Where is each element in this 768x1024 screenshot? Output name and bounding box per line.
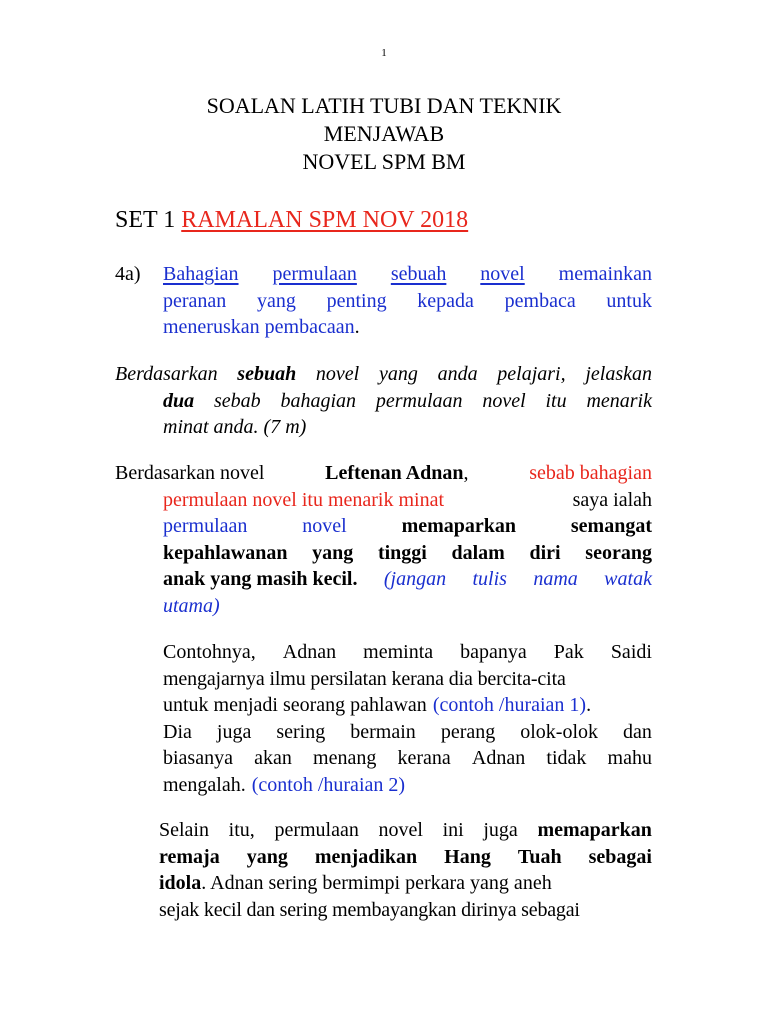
instr-word: itu [545,389,567,412]
ans-bold: diri [529,541,561,564]
set-label: SET 1 [115,207,176,233]
ans-bold: remaja [159,845,220,868]
document-title [0,92,768,176]
ex-ref: (contoh /huraian 1) [432,694,587,716]
ans-bold: yang [246,845,288,868]
instruction-line-3 [115,414,652,441]
instruction [115,361,652,441]
q-text: meneruskan pembacaan [163,316,355,338]
q-word: penting [326,289,387,312]
ans-bold: Tuah [517,845,562,868]
ex-word: Pak [553,641,584,663]
question-line-2 [163,288,652,315]
ans-word: permulaan [274,819,359,841]
example1-line-3 [163,692,652,719]
example-paragraph-1 [163,639,652,798]
q-word: sebuah [390,263,447,285]
ex-word: dan [623,720,652,743]
ans-text: . Adnan sering bermimpi perkara yang aneh [201,872,552,894]
ex-ref: (contoh /huraian 2) [251,773,406,796]
instr-word: jelaskan [585,363,652,385]
ans-bold: memaparkan [537,819,652,841]
ans-text: sejak kecil dan sering membayangkan dirinya sebagai [159,898,580,921]
ex-word: Adnan [282,641,337,663]
title-line-3: NOVEL SPM BM [302,149,466,174]
instr-word: novel [482,389,526,412]
ex-word: menang [313,747,377,769]
ans-red-text: permulaan novel itu menarik minat [163,488,445,511]
ans-bold: dalam [451,541,505,564]
ans-bold: sebagai [588,845,652,868]
answer1-line-6 [115,593,652,620]
instr-bold: dua [163,389,195,412]
set-heading [115,205,468,235]
ex-text: mengalah. [163,773,246,796]
q-word: permulaan [272,263,357,285]
instruction-line-1 [115,361,652,388]
ans-bold: seorang [585,541,652,564]
ans-note: nama [533,568,578,590]
instr-text: minat anda. (7 m) [163,416,307,438]
ex-word: bapanya [460,641,527,663]
ex-word: tidak [546,747,587,769]
example1-line-4 [163,719,652,746]
ans-text: Berdasarkan novel [115,462,265,484]
example1-line-1 [163,639,652,666]
ans-word: novel [378,819,423,841]
instr-word: menarik [586,389,652,412]
page-number: 1 [381,47,387,59]
q-period: . [354,316,360,338]
instr-word: bahagian [280,389,357,412]
novel-title: Leftenan Adnan [325,462,464,484]
answer2-line-3 [159,870,652,897]
title-line-1: SOALAN LATIH TUBI DAN TEKNIK [206,93,562,118]
q-word: Bahagian [163,263,239,285]
question-number: 4a) [115,263,141,285]
ans-word: itu, [228,819,255,841]
ex-period: . [586,694,592,716]
ex-text: untuk menjadi seorang pahlawan [163,694,427,716]
ex-word: olok-olok [520,720,599,743]
ans-word: juga [483,819,518,841]
ans-red-text: sebab bahagian [529,462,652,484]
ans-bold: kepahlawanan [163,541,288,564]
ex-word: Saidi [610,641,652,663]
example1-line-2 [163,666,652,693]
ex-word: meminta [363,641,434,663]
ex-word: kerana [397,747,451,769]
ans-word: ini [442,819,464,841]
instr-word: yang [378,363,418,385]
ans-text: saya ialah [572,488,652,511]
q-word: peranan [163,289,227,312]
ans-word: Selain [159,819,209,841]
instr-word: Berdasarkan [115,363,218,385]
ans-bold: tinggi [377,541,427,564]
instr-bold: sebuah [237,363,297,385]
q-word: untuk [606,289,652,312]
ans-comma: , [463,462,469,484]
answer1-line-5 [115,566,652,593]
ex-word: Adnan [471,747,526,769]
ex-word: Dia [163,720,192,743]
ex-text: mengajarnya ilmu persilatan kerana dia bercita-cita [163,667,566,690]
ans-note: tulis [472,568,507,590]
ex-word: sering [276,720,326,743]
ex-word: akan [254,747,292,769]
example1-line-6 [163,772,652,799]
answer2-line-4 [159,897,652,924]
q-word: memainkan [558,263,652,285]
set-forecast: RAMALAN SPM NOV 2018 [181,207,469,233]
instr-word: anda [437,363,478,385]
q-word: novel [480,263,525,285]
example1-line-5 [163,745,652,772]
answer1-line-1 [115,460,652,487]
q-word: kepada [417,289,474,312]
answer1-line-2 [115,487,652,514]
ex-word: biasanya [163,747,233,769]
ans-bold: idola [159,872,202,894]
answer2-line-1 [159,817,652,844]
instr-word: sebab [213,389,261,412]
ex-word: juga [216,720,252,743]
q-word: yang [257,289,296,312]
ans-bold: menjadikan [314,845,418,868]
ex-word: mahu [607,747,652,769]
ans-blue-text: permulaan [163,515,248,537]
instr-word: pelajari, [497,363,566,385]
question-line-1 [163,261,652,288]
ans-bold: Hang [444,845,491,868]
question-text [163,261,652,341]
answer-paragraph-2 [159,817,652,923]
instruction-line-2 [115,388,652,415]
answer1-line-3 [115,513,652,540]
answer2-line-2 [159,844,652,871]
ans-bold: semangat [570,515,652,537]
ans-note: watak [604,568,652,590]
ans-blue-text: novel [302,515,347,537]
ans-bold: yang [312,541,354,564]
answer-paragraph-1 [115,460,652,619]
instr-word: permulaan [375,389,463,412]
ex-word: Contohnya, [163,641,256,663]
ans-bold: anak yang masih kecil. [163,568,358,590]
instr-word: novel [315,363,360,385]
question-line-3 [163,314,652,341]
ans-note: utama) [163,594,220,617]
ans-bold: memaparkan [401,515,517,537]
title-line-2: MENJAWAB [323,121,445,146]
ex-word: bermain [350,720,416,743]
ans-note: (jangan [383,568,447,590]
answer1-line-4 [115,540,652,567]
ex-word: perang [440,720,496,743]
q-word: pembaca [504,289,576,312]
